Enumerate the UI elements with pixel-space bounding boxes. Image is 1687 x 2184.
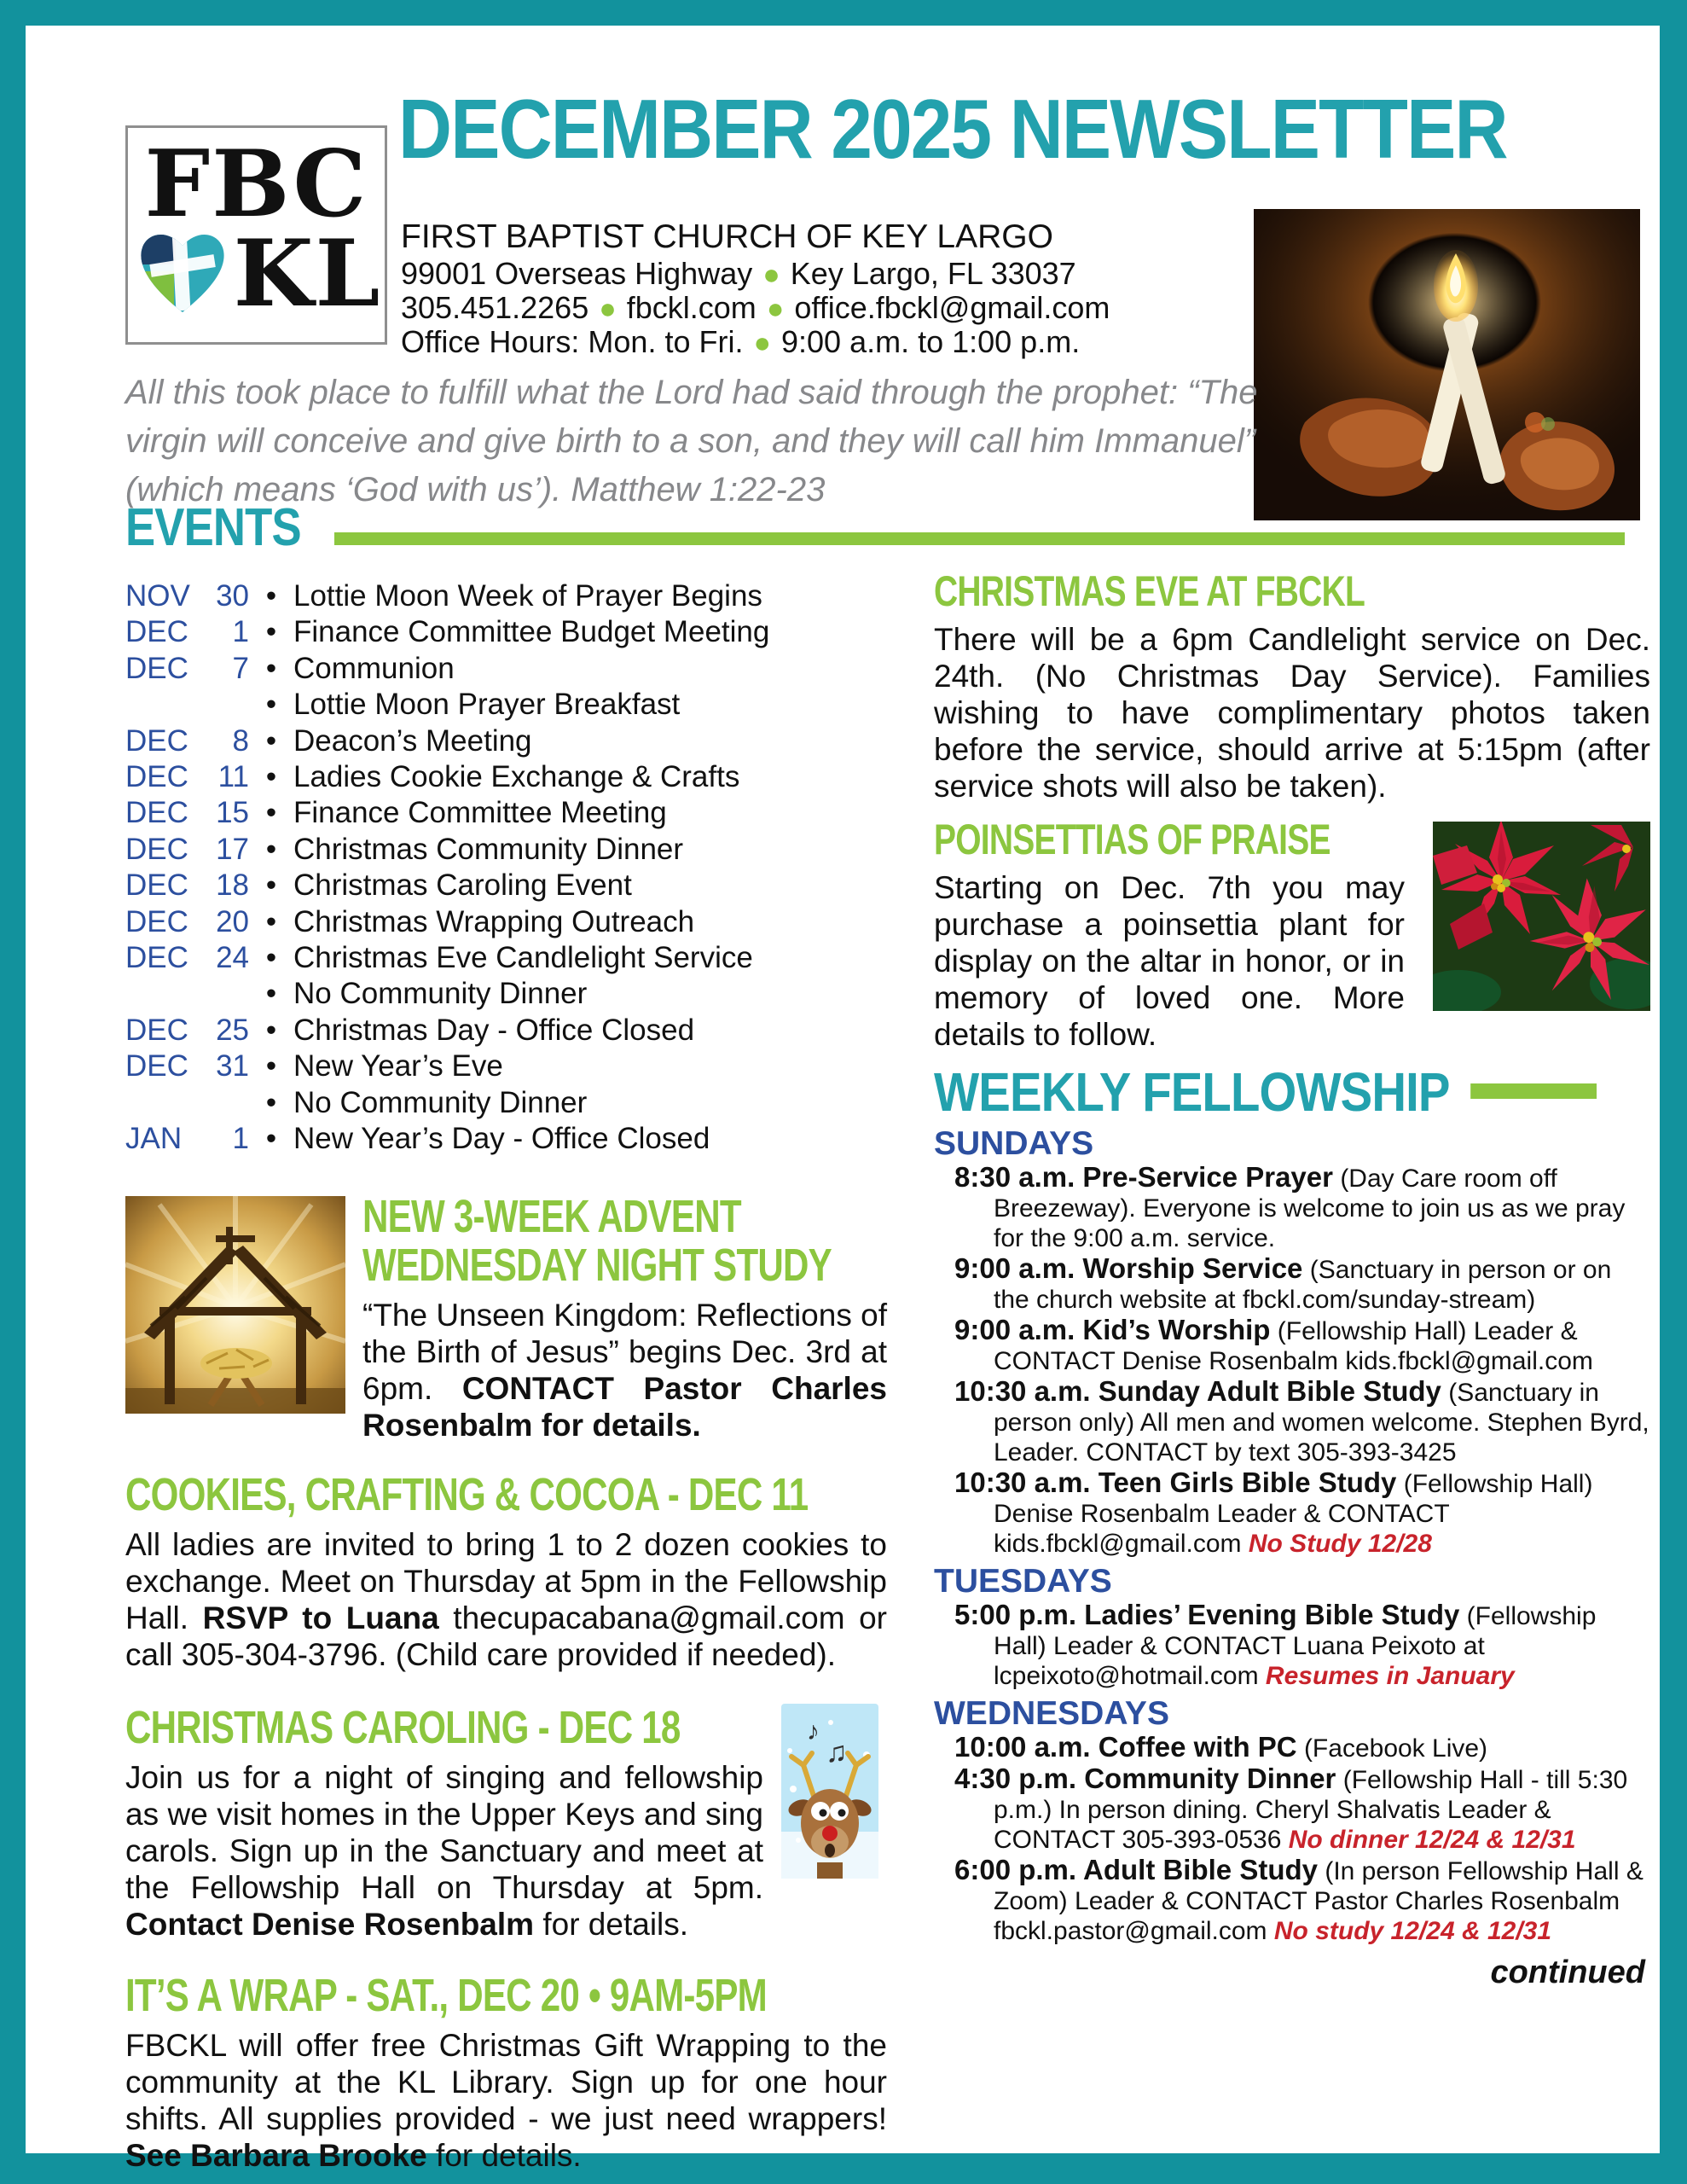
contact-line <box>401 290 1110 326</box>
event-month: NOV <box>125 579 190 613</box>
event-row <box>125 651 919 687</box>
day-heading-tuesdays: TUESDAYS <box>934 1563 1112 1600</box>
event-bullet: • <box>265 760 277 794</box>
right-column <box>934 568 1650 1991</box>
city-state-zip: Key Largo, FL 33037 <box>790 256 1076 291</box>
event-month: DEC <box>125 832 188 866</box>
event-title: Christmas Wrapping Outreach <box>293 904 695 938</box>
continued-label: continued <box>1490 1955 1645 1990</box>
event-title: New Year’s Day - Office Closed <box>293 1122 710 1156</box>
office-hours-line <box>401 324 1080 360</box>
event-day <box>206 976 249 1012</box>
event-row <box>125 1048 919 1084</box>
weekly-fellowship-heading <box>934 1063 1564 1121</box>
event-row <box>125 1121 919 1157</box>
christmas-eve-heading: CHRISTMAS EVE AT FBCKL <box>934 567 1365 615</box>
event-bullet: • <box>265 615 277 649</box>
logo-heart-cross-icon <box>131 224 234 323</box>
caroling-body-post: for details. <box>534 1907 689 1942</box>
event-title: No Community Dinner <box>293 977 588 1011</box>
event-title: Lottie Moon Prayer Breakfast <box>293 688 681 722</box>
church-logo <box>125 125 387 345</box>
wednesdays-entries <box>934 1732 1650 1946</box>
entry-details: (Sanctuary in person or on the church website at fbckl.com/sunday-stream) <box>994 1256 1612 1314</box>
entry-details: (Fellowship Hall) Denise Rosenbalm Leader & CONTACT kids.fbckl@gmail.com <box>994 1470 1593 1558</box>
schedule-entry <box>934 1467 1650 1559</box>
event-bullet: • <box>265 723 277 758</box>
event-day <box>206 1085 249 1121</box>
entry-details: (Fellowship Hall) Leader & CONTACT Luana Peixoto at lcpeixoto@hotmail.com <box>994 1602 1597 1690</box>
entry-details: (Day Care room off Breezeway). Everyone is welcome to join us as we pray for the 9:00 a.m. service. <box>994 1165 1626 1252</box>
tuesdays-entries <box>934 1600 1650 1691</box>
event-day: 7 <box>232 651 249 685</box>
event-month: DEC <box>125 615 188 649</box>
entry-time-title: 9:00 a.m. Kid’s Worship <box>954 1314 1271 1345</box>
event-title: New Year’s Eve <box>293 1049 503 1083</box>
entry-cancellation-note: No dinner 12/24 & 12/31 <box>1288 1826 1576 1854</box>
event-month: DEC <box>125 868 188 903</box>
schedule-entry <box>934 1855 1650 1946</box>
page-content-area <box>26 26 1660 2173</box>
event-bullet: • <box>265 941 277 975</box>
event-day: 11 <box>217 760 249 794</box>
tuesdays-block <box>934 1564 1650 1691</box>
event-row <box>125 687 919 723</box>
entry-time-title: 10:30 a.m. Teen Girls Bible Study <box>954 1467 1397 1498</box>
left-column <box>125 1193 887 2174</box>
cookies-rsvp: RSVP to Luana <box>202 1600 439 1635</box>
cookies-heading: COOKIES, CRAFTING & COCOA - DEC 11 <box>125 1469 809 1520</box>
event-month <box>125 687 206 723</box>
event-month <box>125 1085 206 1121</box>
event-row <box>125 578 919 614</box>
event-month: DEC <box>125 1049 188 1083</box>
event-title: Christmas Community Dinner <box>293 832 684 866</box>
entry-details: (Fellowship Hall) Leader & CONTACT Denise Rosenbalm kids.fbckl@gmail.com <box>994 1317 1593 1375</box>
address-line <box>401 256 1076 292</box>
cookies-body <box>125 1526 887 1673</box>
entry-time-title: 10:00 a.m. Coffee with PC <box>954 1731 1297 1763</box>
event-month: DEC <box>125 1013 188 1047</box>
entry-time-title: 8:30 a.m. Pre-Service Prayer <box>954 1161 1333 1193</box>
entry-time-title: 10:30 a.m. Sunday Adult Bible Study <box>954 1375 1441 1407</box>
caroling-body <box>125 1759 763 1943</box>
event-month: DEC <box>125 760 188 794</box>
street-address: 99001 Overseas Highway <box>401 256 753 291</box>
caroling-body-text: Join us for a night of singing and fellowship as we visit homes in the Upper Keys and sing carols. Sign up in the Sanctuary and meet at the Fellowship Hall on Thursday at 5pm. <box>125 1760 763 1905</box>
event-month: DEC <box>125 904 188 938</box>
events-list <box>125 578 919 1158</box>
nativity-photo <box>125 1196 345 1414</box>
event-bullet: • <box>265 651 277 685</box>
entry-time-title: 5:00 p.m. Ladies’ Evening Bible Study <box>954 1599 1460 1630</box>
christmas-eve-section <box>934 568 1650 804</box>
wrap-body <box>125 2027 887 2174</box>
wednesdays-block <box>934 1696 1650 1946</box>
events-divider-rule <box>334 532 1625 545</box>
event-row <box>125 976 919 1012</box>
schedule-entry <box>934 1732 1650 1763</box>
entry-details: (Fellowship Hall - till 5:30 p.m.) In person dining. Cheryl Shalvatis Leader & CONTACT 305-393-0536 <box>994 1766 1628 1854</box>
music-note-icon: ♪ <box>807 1717 820 1745</box>
day-heading-sundays: SUNDAYS <box>934 1125 1094 1162</box>
event-month: DEC <box>125 723 188 758</box>
event-bullet: • <box>265 1013 277 1047</box>
day-heading-wednesdays: WEDNESDAYS <box>934 1695 1169 1732</box>
event-title: Ladies Cookie Exchange & Crafts <box>293 760 740 794</box>
music-notes-icon: ♫ <box>826 1736 848 1769</box>
event-day: 18 <box>216 868 249 903</box>
reindeer-illustration <box>781 1704 878 1879</box>
event-day: 15 <box>216 796 249 830</box>
event-month: JAN <box>125 1122 183 1156</box>
gift-wrap-section <box>125 1972 887 2174</box>
wrap-body-post: for details. <box>426 2138 582 2173</box>
bullet-dot: ● <box>766 293 785 325</box>
event-day: 17 <box>216 832 249 866</box>
entry-time-title: 9:00 a.m. Worship Service <box>954 1252 1303 1284</box>
poinsettias-body: Starting on Dec. 7th you may purchase a poinsettia plant for display on the altar in honor, or in memory of loved one. More details to follow. <box>934 870 1405 1052</box>
event-title: Christmas Caroling Event <box>293 868 632 903</box>
event-day: 1 <box>232 615 249 649</box>
advent-body <box>362 1297 887 1443</box>
event-day: 25 <box>216 1013 249 1047</box>
cookies-body-post: thecupacabana@gmail.com or call 305-304-3796. (Child care provided if needed). <box>125 1600 887 1672</box>
schedule-entry <box>934 1253 1650 1315</box>
event-row <box>125 868 919 903</box>
event-bullet: • <box>265 579 277 613</box>
event-day: 20 <box>216 904 249 938</box>
church-name: FIRST BAPTIST CHURCH OF KEY LARGO <box>401 218 1053 255</box>
event-row <box>125 759 919 795</box>
event-bullet: • <box>265 868 277 903</box>
advent-contact: CONTACT Pastor Charles Rosenbalm for details. <box>362 1371 887 1443</box>
schedule-entry <box>934 1763 1650 1855</box>
scripture-quote: All this took place to fulfill what the Lord had said through the prophet: “The virgin will conceive and give birth to a son, and they will call him Immanuel” (which means ‘God with us’). Matthew 1:22-23 <box>125 374 1258 508</box>
event-title: No Community Dinner <box>293 1085 588 1119</box>
advent-body-text: “The Unseen Kingdom: Reflections of the Birth of Jesus” begins Dec. 3rd at 6pm. <box>362 1298 887 1406</box>
logo-text-fbc: FBC <box>144 131 368 238</box>
event-bullet: • <box>265 796 277 830</box>
schedule-entry <box>934 1376 1650 1467</box>
entry-details: (In person Fellowship Hall & Zoom) Leader & CONTACT Pastor Charles Rosenbalm fbckl.pastor@gmail.com <box>994 1857 1644 1945</box>
event-day: 31 <box>216 1049 249 1083</box>
event-row <box>125 723 919 759</box>
logo-text-kl: KL <box>233 219 382 328</box>
advent-heading-line2: WEDNESDAY NIGHT STUDY <box>362 1240 832 1291</box>
newsletter-title: DECEMBER 2025 NEWSLETTER <box>398 82 1507 176</box>
wrap-body-text: FBCKL will offer free Christmas Gift Wrapping to the community at the KL Library. Sign up for one hour shifts. All supplies provided - we just need wrappers! <box>125 2028 887 2136</box>
event-day: 24 <box>216 941 249 975</box>
event-row <box>125 832 919 868</box>
event-row <box>125 904 919 940</box>
candlelight-service-photo <box>1254 209 1640 520</box>
entry-cancellation-note: No Study 12/28 <box>1248 1530 1432 1558</box>
christmas-eve-body: There will be a 6pm Candlelight service on Dec. 24th. (No Christmas Day Service). Families wishing to have complimentary photos taken before the service, should arrive at 5:15pm (after service shots will also be taken). <box>934 622 1650 804</box>
event-bullet: • <box>265 832 277 866</box>
event-day <box>206 687 249 723</box>
caroling-section <box>125 1704 887 1943</box>
event-bullet: • <box>265 1085 277 1119</box>
bullet-dot: ● <box>753 327 771 359</box>
event-title: Finance Committee Budget Meeting <box>293 615 770 649</box>
cookies-body-text: All ladies are invited to bring 1 to 2 dozen cookies to exchange. Meet on Thursday at 5pm in the Fellowship Hall. <box>125 1527 887 1635</box>
event-bullet: • <box>265 904 277 938</box>
poinsettias-section <box>934 816 1650 1053</box>
event-row <box>125 795 919 831</box>
event-bullet: • <box>265 1049 277 1083</box>
email-address: office.fbckl@gmail.com <box>794 290 1110 325</box>
event-row <box>125 940 919 976</box>
entry-details: (Facebook Live) <box>1296 1734 1488 1763</box>
poinsettias-heading: POINSETTIAS OF PRAISE <box>934 816 1330 863</box>
entry-cancellation-note: Resumes in January <box>1265 1662 1515 1690</box>
event-day: 1 <box>232 1122 249 1156</box>
wrap-contact: See Barbara Brooke <box>125 2138 427 2173</box>
event-title: Lottie Moon Week of Prayer Begins <box>293 579 762 613</box>
event-month <box>125 976 206 1012</box>
event-title: Christmas Day - Office Closed <box>293 1013 695 1047</box>
event-bullet: • <box>265 1122 277 1156</box>
advent-study-section <box>125 1193 887 1443</box>
weekly-fellowship-title: WEEKLY FELLOWSHIP <box>934 1061 1450 1123</box>
event-title: Finance Committee Meeting <box>293 796 667 830</box>
schedule-entry <box>934 1162 1650 1253</box>
event-month: DEC <box>125 941 188 975</box>
entry-time-title: 6:00 p.m. Adult Bible Study <box>954 1854 1318 1885</box>
event-row <box>125 1085 919 1121</box>
sundays-block <box>934 1126 1650 1559</box>
events-heading: EVENTS <box>125 498 301 557</box>
entry-details: (Sanctuary in person only) All men and women welcome. Stephen Byrd, Leader. CONTACT by text 305-393-3425 <box>994 1379 1649 1467</box>
event-day: 30 <box>216 579 249 613</box>
caroling-contact: Contact Denise Rosenbalm <box>125 1907 535 1942</box>
phone-number: 305.451.2265 <box>401 290 589 325</box>
event-day: 8 <box>232 723 249 758</box>
event-title: Christmas Eve Candlelight Service <box>293 941 753 975</box>
event-row <box>125 1013 919 1048</box>
event-row <box>125 614 919 650</box>
sundays-entries <box>934 1162 1650 1559</box>
entry-time-title: 4:30 p.m. Community Dinner <box>954 1763 1336 1794</box>
event-bullet: • <box>265 688 277 722</box>
entry-cancellation-note: No study 12/24 & 12/31 <box>1273 1917 1552 1945</box>
caroling-heading: CHRISTMAS CAROLING - DEC 18 <box>125 1702 681 1753</box>
event-bullet: • <box>265 977 277 1011</box>
schedule-entry <box>934 1315 1650 1376</box>
office-times: 9:00 a.m. to 1:00 p.m. <box>781 324 1081 359</box>
cookie-exchange-section <box>125 1471 887 1673</box>
schedule-entry <box>934 1600 1650 1691</box>
advent-heading-line1: NEW 3-WEEK ADVENT <box>362 1191 741 1242</box>
event-month: DEC <box>125 796 188 830</box>
event-month: DEC <box>125 651 188 685</box>
bullet-dot: ● <box>762 258 780 291</box>
website: fbckl.com <box>626 290 757 325</box>
event-title: Deacon’s Meeting <box>293 723 532 758</box>
bullet-dot: ● <box>599 293 617 325</box>
weekly-divider-dash <box>1470 1083 1597 1099</box>
office-days: Office Hours: Mon. to Fri. <box>401 324 744 359</box>
event-title: Communion <box>293 651 455 685</box>
wrap-heading: IT’S A WRAP - SAT., DEC 20 • 9AM-5PM <box>125 1970 767 2021</box>
